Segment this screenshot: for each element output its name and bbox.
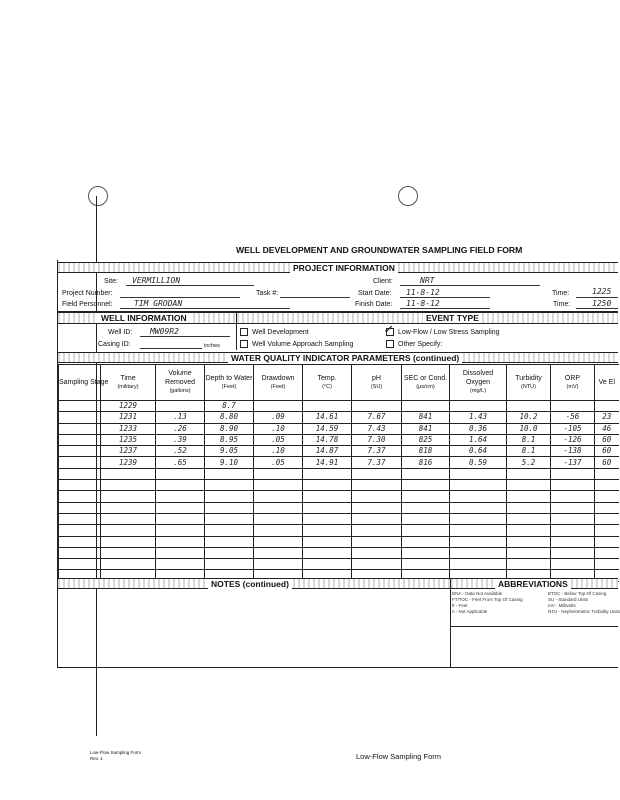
table-cell[interactable] [101, 513, 156, 524]
table-cell[interactable] [156, 559, 205, 570]
table-cell[interactable] [303, 468, 352, 479]
table-cell[interactable] [551, 513, 595, 524]
table-cell[interactable] [101, 502, 156, 513]
table-cell[interactable] [59, 480, 101, 491]
table-cell[interactable] [254, 480, 303, 491]
table-cell[interactable] [450, 547, 507, 558]
table-cell[interactable] [205, 525, 254, 536]
table-cell[interactable] [450, 468, 507, 479]
abbrev-item: n - Not Applicable [452, 609, 488, 614]
table-cell[interactable] [595, 468, 619, 479]
table-cell[interactable] [303, 480, 352, 491]
table-cell[interactable]: .10 [254, 423, 303, 434]
table-cell[interactable] [551, 502, 595, 513]
footer-title: Low-Flow Sampling Form [356, 752, 442, 761]
field-personnel-label: Field Personnel: [62, 301, 113, 308]
footer-revision: Rev. 1 [90, 756, 103, 761]
table-cell[interactable] [303, 491, 352, 502]
col-sampling-stage: Sampling Stage [59, 365, 101, 401]
table-cell[interactable]: 818 [402, 446, 450, 457]
table-cell[interactable]: -126 [551, 434, 595, 445]
table-cell[interactable]: 1237 [101, 446, 156, 457]
table-cell[interactable] [402, 536, 450, 547]
table-cell[interactable]: .52 [156, 446, 205, 457]
table-cell[interactable]: 23 [595, 412, 619, 423]
table-cell[interactable] [205, 513, 254, 524]
table-cell[interactable] [352, 502, 402, 513]
table-cell[interactable] [156, 513, 205, 524]
notes-header: NOTES (continued) [58, 578, 450, 589]
table-cell[interactable]: 1.64 [450, 434, 507, 445]
table-cell[interactable] [450, 513, 507, 524]
table-cell[interactable] [205, 547, 254, 558]
table-cell[interactable] [402, 525, 450, 536]
table-cell[interactable] [205, 536, 254, 547]
table-cell[interactable] [156, 536, 205, 547]
table-cell[interactable] [450, 480, 507, 491]
table-cell[interactable] [59, 559, 101, 570]
field-personnel-value: TIM GRODAN [134, 299, 183, 308]
table-row [59, 491, 619, 502]
table-cell[interactable] [402, 401, 450, 412]
table-cell[interactable]: 841 [402, 423, 450, 434]
col-drawdown: Drawdown (Feet) [254, 365, 303, 401]
table-cell[interactable] [595, 491, 619, 502]
table-row [59, 468, 619, 479]
table-cell[interactable] [450, 401, 507, 412]
table-cell[interactable]: 8.1 [507, 434, 551, 445]
table-cell[interactable] [352, 547, 402, 558]
table-cell[interactable] [551, 559, 595, 570]
table-cell[interactable] [254, 468, 303, 479]
site-label: Site: [104, 278, 119, 285]
abbrev-item: ft - Feet [452, 603, 468, 608]
table-row [59, 513, 619, 524]
table-cell[interactable] [507, 491, 551, 502]
notes-area[interactable] [98, 590, 448, 666]
table-cell[interactable] [101, 480, 156, 491]
table-cell[interactable] [352, 513, 402, 524]
table-cell[interactable] [303, 502, 352, 513]
table-cell[interactable] [450, 491, 507, 502]
event-well-volume-checkbox[interactable] [240, 340, 248, 348]
table-cell[interactable] [402, 547, 450, 558]
table-cell[interactable] [507, 502, 551, 513]
table-cell[interactable]: .39 [156, 434, 205, 445]
abbreviations-left-list [452, 591, 523, 615]
event-well-development-checkbox[interactable] [240, 328, 248, 336]
water-quality-header: WATER QUALITY INDICATOR PARAMETERS (continued) [58, 352, 618, 363]
table-cell[interactable] [59, 457, 101, 468]
table-cell[interactable] [595, 536, 619, 547]
table-cell[interactable] [352, 559, 402, 570]
table-cell[interactable] [156, 547, 205, 558]
table-cell[interactable] [551, 491, 595, 502]
table-cell[interactable]: 7.37 [352, 446, 402, 457]
table-cell[interactable]: 1229 [101, 401, 156, 412]
table-cell[interactable] [303, 513, 352, 524]
project-info-header: PROJECT INFORMATION [58, 262, 618, 273]
col-orp: ORP (mV) [551, 365, 595, 401]
table-cell[interactable] [59, 412, 101, 423]
abbreviations-right-list [548, 591, 620, 615]
table-cell[interactable] [59, 423, 101, 434]
finish-time-label: Time: [553, 301, 571, 308]
table-cell[interactable]: 10.0 [507, 423, 551, 434]
water-quality-body [59, 401, 619, 582]
table-cell[interactable]: 9.05 [205, 446, 254, 457]
col-ve-el: Ve El [595, 365, 619, 401]
table-row [59, 434, 619, 445]
table-cell[interactable] [450, 536, 507, 547]
table-cell[interactable] [507, 468, 551, 479]
abbrev-item: BTOC - Below Top Of Casing [548, 591, 607, 596]
table-cell[interactable] [352, 480, 402, 491]
table-cell[interactable]: 816 [402, 457, 450, 468]
table-cell[interactable]: 60 [595, 446, 619, 457]
table-cell[interactable]: 1233 [101, 423, 156, 434]
finish-time-value: 1250 [592, 299, 612, 308]
table-cell[interactable]: 0.64 [450, 446, 507, 457]
casing-unit: inches [204, 343, 220, 349]
table-cell[interactable]: 7.30 [352, 434, 402, 445]
table-row [59, 401, 619, 412]
table-cell[interactable]: 14.78 [303, 434, 352, 445]
table-cell[interactable] [156, 468, 205, 479]
table-cell[interactable] [303, 547, 352, 558]
table-cell[interactable] [59, 547, 101, 558]
table-cell[interactable]: .05 [254, 434, 303, 445]
event-well-volume-label: Well Volume Approach Sampling [252, 341, 354, 348]
table-cell[interactable] [595, 559, 619, 570]
table-cell[interactable] [156, 502, 205, 513]
casing-id-label: Casing ID: [98, 341, 131, 348]
site-value: VERMILLION [132, 276, 181, 285]
table-cell[interactable]: 5.2 [507, 457, 551, 468]
table-row [59, 502, 619, 513]
table-cell[interactable] [551, 401, 595, 412]
table-cell[interactable]: .10 [254, 446, 303, 457]
table-cell[interactable] [254, 401, 303, 412]
event-other-label: Other Specify: [398, 341, 443, 348]
col-volume-removed: Volume Removed (gallons) [156, 365, 205, 401]
start-time-value: 1225 [592, 287, 612, 296]
table-cell[interactable] [156, 491, 205, 502]
well-id-label: Well ID: [108, 329, 133, 336]
table-cell[interactable] [450, 525, 507, 536]
notes-abbrev-divider [450, 589, 451, 667]
table-cell[interactable] [59, 446, 101, 457]
table-cell[interactable]: .65 [156, 457, 205, 468]
table-cell[interactable] [254, 536, 303, 547]
table-cell[interactable] [254, 525, 303, 536]
event-low-flow-check-mark: ✓ [384, 322, 392, 336]
well-info-header: WELL INFORMATION [58, 313, 236, 324]
table-row [59, 525, 619, 536]
table-cell[interactable] [551, 536, 595, 547]
table-cell[interactable] [507, 536, 551, 547]
table-cell[interactable]: 14.91 [303, 457, 352, 468]
table-cell[interactable] [254, 513, 303, 524]
start-time-label: Time: [552, 290, 570, 297]
table-cell[interactable]: 0.36 [450, 423, 507, 434]
table-row [59, 547, 619, 558]
table-cell[interactable] [101, 547, 156, 558]
form-title: WELL DEVELOPMENT AND GROUNDWATER SAMPLING FIELD FORM [236, 245, 523, 255]
table-cell[interactable] [507, 401, 551, 412]
table-cell[interactable] [450, 559, 507, 570]
table-cell[interactable]: -105 [551, 423, 595, 434]
table-row [59, 536, 619, 547]
table-cell[interactable] [595, 547, 619, 558]
table-cell[interactable]: 0.59 [450, 457, 507, 468]
table-cell[interactable] [59, 525, 101, 536]
table-cell[interactable]: 14.61 [303, 412, 352, 423]
table-cell[interactable] [59, 491, 101, 502]
abbrev-item: SU - Standard Units [548, 597, 589, 602]
table-cell[interactable]: 8.1 [507, 446, 551, 457]
table-cell[interactable]: 841 [402, 412, 450, 423]
table-cell[interactable]: 7.67 [352, 412, 402, 423]
table-cell[interactable]: -137 [551, 457, 595, 468]
table-cell[interactable]: 1231 [101, 412, 156, 423]
table-cell[interactable]: .13 [156, 412, 205, 423]
abbrev-item: DNA - Data Not Available [452, 591, 503, 596]
hole-punch-right [398, 186, 418, 206]
table-cell[interactable] [254, 491, 303, 502]
table-cell[interactable] [551, 468, 595, 479]
table-cell[interactable]: 10.2 [507, 412, 551, 423]
table-cell[interactable] [205, 502, 254, 513]
table-cell[interactable]: 7.43 [352, 423, 402, 434]
table-cell[interactable] [254, 547, 303, 558]
table-cell[interactable] [551, 547, 595, 558]
event-other-checkbox[interactable] [386, 340, 394, 348]
table-cell[interactable] [59, 401, 101, 412]
table-cell[interactable] [156, 401, 205, 412]
finish-date-value: 11-8-12 [406, 299, 440, 308]
table-cell[interactable]: 14.59 [303, 423, 352, 434]
event-well-development-label: Well Development [252, 329, 309, 336]
table-cell[interactable]: -138 [551, 446, 595, 457]
project-number-label: Project Number: [62, 290, 113, 297]
table-cell[interactable] [507, 480, 551, 491]
table-cell[interactable] [507, 547, 551, 558]
table-cell[interactable] [101, 559, 156, 570]
table-cell[interactable] [205, 491, 254, 502]
col-ph: pH (SU) [352, 365, 402, 401]
well-event-divider [236, 324, 237, 350]
event-type-header: EVENT TYPE [236, 313, 618, 324]
table-cell[interactable] [205, 480, 254, 491]
table-cell[interactable] [59, 513, 101, 524]
table-cell[interactable]: .05 [254, 457, 303, 468]
table-cell[interactable] [507, 513, 551, 524]
abbrev-item: mV - Millivolts [548, 603, 576, 608]
table-cell[interactable] [595, 525, 619, 536]
table-cell[interactable] [303, 559, 352, 570]
table-cell[interactable]: 60 [595, 457, 619, 468]
col-depth-to-water: Depth to Water (Feet) [205, 365, 254, 401]
finish-date-label: Finish Date: [355, 301, 393, 308]
footer-form-name: Low-Flow Sampling Form [90, 750, 142, 755]
col-time: Time (military) [101, 365, 156, 401]
table-cell[interactable] [450, 502, 507, 513]
table-cell[interactable] [59, 434, 101, 445]
casing-id-field[interactable] [140, 340, 202, 349]
table-cell[interactable]: 1239 [101, 457, 156, 468]
table-cell[interactable] [402, 513, 450, 524]
table-cell[interactable]: 7.37 [352, 457, 402, 468]
table-cell[interactable] [156, 525, 205, 536]
table-cell[interactable]: 8.90 [205, 423, 254, 434]
table-cell[interactable] [595, 480, 619, 491]
table-cell[interactable] [303, 525, 352, 536]
table-cell[interactable]: -56 [551, 412, 595, 423]
abbrev-item: NTU - Nephelometric Turbidity Units [548, 609, 620, 614]
water-quality-table [58, 364, 619, 582]
client-value: NRT [420, 276, 435, 285]
table-cell[interactable]: 8.95 [205, 434, 254, 445]
table-cell[interactable] [59, 536, 101, 547]
table-row [59, 423, 619, 434]
table-cell[interactable] [303, 536, 352, 547]
table-row [59, 457, 619, 468]
table-cell[interactable]: 14.87 [303, 446, 352, 457]
table-cell[interactable]: 8.80 [205, 412, 254, 423]
table-cell[interactable] [205, 559, 254, 570]
start-date-label: Start Date: [358, 290, 392, 297]
col-turbidity: Turbidity (NTU) [507, 365, 551, 401]
table-row [59, 446, 619, 457]
table-cell[interactable] [254, 502, 303, 513]
table-cell[interactable]: 1.43 [450, 412, 507, 423]
table-row [59, 480, 619, 491]
table-cell[interactable] [254, 559, 303, 570]
table-cell[interactable]: 825 [402, 434, 450, 445]
col-dissolved-oxygen: Dissolved Oxygen (mg/L) [450, 365, 507, 401]
table-cell[interactable]: 1235 [101, 434, 156, 445]
table-cell[interactable] [101, 525, 156, 536]
task-label: Task #: [256, 290, 279, 297]
water-quality-header-row [59, 365, 619, 401]
hole-punch-left [88, 186, 108, 206]
table-cell[interactable] [595, 513, 619, 524]
event-low-flow-label: Low-Flow / Low Stress Sampling [398, 329, 500, 336]
table-cell[interactable]: 9.10 [205, 457, 254, 468]
table-cell[interactable] [59, 468, 101, 479]
table-cell[interactable] [352, 536, 402, 547]
table-cell[interactable] [352, 491, 402, 502]
abbreviations-header: ABBREVIATIONS [450, 578, 618, 589]
table-cell[interactable] [507, 559, 551, 570]
table-cell[interactable] [303, 401, 352, 412]
table-cell[interactable]: 60 [595, 434, 619, 445]
abbrev-bottom-line [450, 626, 618, 627]
table-cell[interactable] [551, 480, 595, 491]
task-field[interactable] [280, 289, 350, 298]
table-cell[interactable] [402, 502, 450, 513]
form-bottom-border [57, 667, 618, 668]
well-id-value: MW09R2 [150, 327, 179, 336]
table-cell[interactable] [507, 525, 551, 536]
table-cell[interactable]: 8.7 [205, 401, 254, 412]
table-cell[interactable] [595, 502, 619, 513]
col-conductivity: SEC or Cond. (μs/cm) [402, 365, 450, 401]
table-row [59, 559, 619, 570]
table-cell[interactable]: .26 [156, 423, 205, 434]
table-cell[interactable] [595, 401, 619, 412]
table-cell[interactable] [402, 468, 450, 479]
col-temp: Temp. (°C) [303, 365, 352, 401]
table-cell[interactable] [551, 525, 595, 536]
abbrev-item: FT/TOC - Feet From Top Of Casing [452, 597, 523, 602]
table-cell[interactable] [402, 559, 450, 570]
project-number-field[interactable] [120, 289, 240, 298]
table-cell[interactable] [156, 480, 205, 491]
table-cell[interactable]: .09 [254, 412, 303, 423]
table-cell[interactable] [402, 491, 450, 502]
table-cell[interactable] [352, 468, 402, 479]
table-cell[interactable] [205, 468, 254, 479]
table-cell[interactable]: 46 [595, 423, 619, 434]
table-row [59, 412, 619, 423]
table-cell[interactable] [59, 502, 101, 513]
start-date-value: 11-8-12 [406, 288, 440, 297]
client-label: Client: [373, 278, 393, 285]
table-cell[interactable] [101, 491, 156, 502]
table-cell[interactable] [352, 525, 402, 536]
table-cell[interactable] [101, 468, 156, 479]
table-cell[interactable] [352, 401, 402, 412]
table-cell[interactable] [101, 536, 156, 547]
table-cell[interactable] [402, 480, 450, 491]
